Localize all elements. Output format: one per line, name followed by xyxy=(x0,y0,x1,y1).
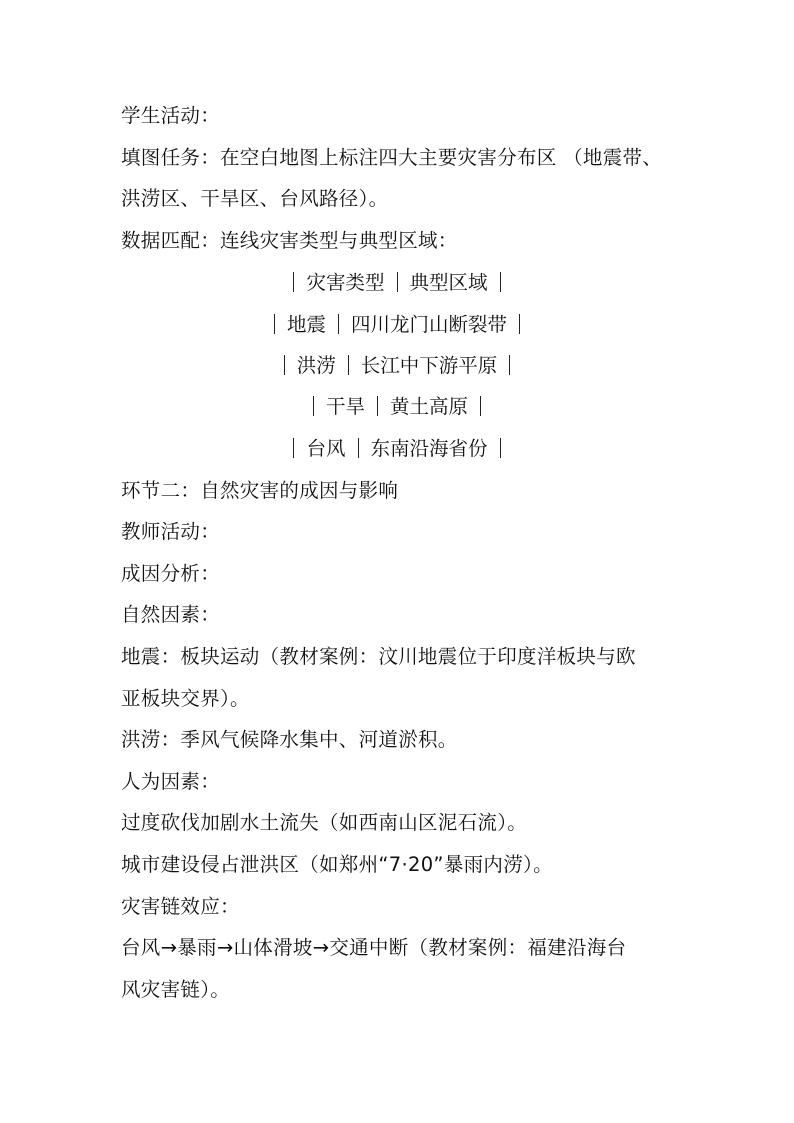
table-border xyxy=(348,355,349,375)
table-border xyxy=(500,272,501,292)
table-border xyxy=(313,396,314,416)
table-border xyxy=(500,438,501,458)
table-border xyxy=(397,272,398,292)
table-border xyxy=(480,396,481,416)
text-line: 人为因素： xyxy=(121,770,221,793)
table-cell: 东南沿海省份 xyxy=(370,437,488,460)
text-line: 洪涝：季风气候降水集中、河道淤积。 xyxy=(121,728,458,751)
text-line: 学生活动： xyxy=(121,104,221,127)
table-row xyxy=(0,353,794,379)
table-border xyxy=(293,438,294,458)
table-border xyxy=(377,396,378,416)
text-line: 洪涝区、干旱区、台风路径）。 xyxy=(121,187,389,210)
table-cell: 地震 xyxy=(286,313,326,336)
text-line: 教师活动： xyxy=(121,520,221,543)
table-border xyxy=(274,314,275,334)
table-border xyxy=(509,355,510,375)
table-cell: 长江中下游平原 xyxy=(360,354,498,377)
text-line: 填图任务：在空白地图上标注四大主要灾害分布区 （地震带、 xyxy=(121,146,663,169)
table-border xyxy=(293,272,294,292)
text-line: 自然因素： xyxy=(121,603,221,626)
text-line: 亚板块交界）。 xyxy=(121,687,250,710)
table-border xyxy=(519,314,520,334)
table-cell: 干旱 xyxy=(325,395,365,418)
text-line: 成因分析： xyxy=(121,562,221,585)
text-line: 数据匹配：连线灾害类型与典型区域： xyxy=(121,229,458,252)
text-line: 过度砍伐加剧水土流失（如西南山区泥石流）。 xyxy=(121,811,528,834)
table-row xyxy=(0,270,794,296)
text-line: 风灾害链）。 xyxy=(121,978,231,1001)
table-border xyxy=(338,314,339,334)
table-cell: 台风 xyxy=(306,437,346,460)
table-row xyxy=(0,312,794,338)
text-line: 城市建设侵占泄洪区（如郑州“7·20”暴雨内涝）。 xyxy=(121,853,553,876)
table-cell: 洪涝 xyxy=(296,354,336,377)
table-row xyxy=(0,436,794,462)
table-border xyxy=(284,355,285,375)
text-line: 台风→暴雨→山体滑坡→交通中断（教材案例：福建沿海台 xyxy=(121,936,627,959)
section-heading: 环节二：自然灾害的成因与影响 xyxy=(121,479,399,502)
table-cell: 典型区域 xyxy=(409,271,488,294)
table-cell: 灾害类型 xyxy=(306,271,385,294)
table-cell: 四川龙门山断裂带 xyxy=(351,313,508,336)
text-line: 地震：板块运动（教材案例：汶川地震位于印度洋板块与欧 xyxy=(121,645,636,668)
table-cell: 黄土高原 xyxy=(390,395,469,418)
text-line: 灾害链效应： xyxy=(121,895,240,918)
table-row xyxy=(0,394,794,420)
table-border xyxy=(358,438,359,458)
